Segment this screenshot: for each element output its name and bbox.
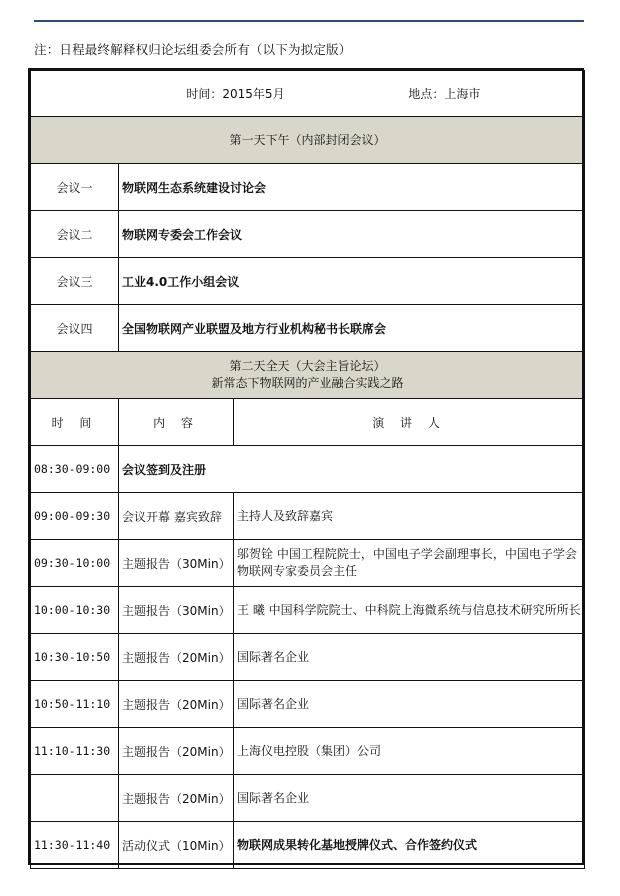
day2-header-line1: 第二天全天（大会主旨论坛） <box>229 359 386 373</box>
row-time: 10:30-10:50 <box>31 634 119 681</box>
meeting-label: 会议二 <box>31 211 119 258</box>
top-rule <box>34 20 584 22</box>
info-cell <box>31 71 585 117</box>
row-time: 09:00-09:30 <box>31 493 119 540</box>
row-speaker: 邬贺铨 中国工程院院士，中国电子学会副理事长，中国电子学会物联网专家委员会主任 <box>234 540 585 587</box>
row-speaker: 主持人及致辞嘉宾 <box>234 493 585 540</box>
row-speaker: 物联网成果转化基地授牌仪式、合作签约仪式 <box>234 822 585 869</box>
day2-header <box>31 352 585 399</box>
row-content: 主题报告（20Min） <box>119 634 234 681</box>
row-content: 主题报告（30Min） <box>119 540 234 587</box>
row-content: 会议签到及注册 <box>119 446 585 493</box>
meeting-row <box>31 305 585 352</box>
schedule-row <box>31 493 585 540</box>
disclaimer-note: 注：日程最终解释权归论坛组委会所有（以下为拟定版） <box>34 42 352 57</box>
event-location: 地点：上海市 <box>408 87 481 101</box>
schedule-row <box>31 681 585 728</box>
meeting-label: 会议三 <box>31 258 119 305</box>
row-speaker: 王 曦 中国科学院院士、中科院上海微系统与信息技术研究所所长 <box>234 587 585 634</box>
meeting-row <box>31 211 585 258</box>
meeting-row <box>31 258 585 305</box>
row-content: 主题报告（20Min） <box>119 775 234 822</box>
col-speaker-header: 演 讲 人 <box>234 399 585 446</box>
row-content: 主题报告（20Min） <box>119 728 234 775</box>
row-content: 主题报告（30Min） <box>119 587 234 634</box>
row-speaker: 国际著名企业 <box>234 775 585 822</box>
row-speaker: 国际著名企业 <box>234 634 585 681</box>
row-time: 10:00-10:30 <box>31 587 119 634</box>
row-time: 11:30-11:40 <box>31 822 119 869</box>
day1-header-row <box>31 117 585 164</box>
schedule-table <box>30 70 585 869</box>
schedule-row <box>31 446 585 493</box>
column-header-row <box>31 399 585 446</box>
meeting-row <box>31 164 585 211</box>
row-speaker: 国际著名企业 <box>234 681 585 728</box>
schedule-row <box>31 728 585 775</box>
schedule-row <box>31 587 585 634</box>
row-content: 会议开幕 嘉宾致辞 <box>119 493 234 540</box>
schedule-row <box>31 540 585 587</box>
meeting-title: 物联网专委会工作会议 <box>119 211 585 258</box>
meeting-label: 会议一 <box>31 164 119 211</box>
row-time: 10:50-11:10 <box>31 681 119 728</box>
row-time: 11:10-11:30 <box>31 728 119 775</box>
day1-header: 第一天下午（内部封闭会议） <box>31 117 585 164</box>
day2-header-row <box>31 352 585 399</box>
row-content: 主题报告（20Min） <box>119 681 234 728</box>
meeting-title: 物联网生态系统建设讨论会 <box>119 164 585 211</box>
info-row <box>31 71 585 117</box>
schedule-row <box>31 822 585 869</box>
row-speaker: 上海仪电控股（集团）公司 <box>234 728 585 775</box>
schedule-row <box>31 634 585 681</box>
row-content: 活动仪式（10Min） <box>119 822 234 869</box>
row-time: 09:30-10:00 <box>31 540 119 587</box>
meeting-label: 会议四 <box>31 305 119 352</box>
meeting-title: 全国物联网产业联盟及地方行业机构秘书长联席会 <box>119 305 585 352</box>
schedule-row <box>31 775 585 822</box>
col-content-header: 内 容 <box>119 399 234 446</box>
row-time: 08:30-09:00 <box>31 446 119 493</box>
col-time-header: 时 间 <box>31 399 119 446</box>
row-time <box>31 775 119 822</box>
day2-header-line2: 新常态下物联网的产业融合实践之路 <box>211 376 404 390</box>
meeting-title: 工业4.0工作小组会议 <box>119 258 585 305</box>
event-time: 时间：2015年5月 <box>186 87 285 101</box>
